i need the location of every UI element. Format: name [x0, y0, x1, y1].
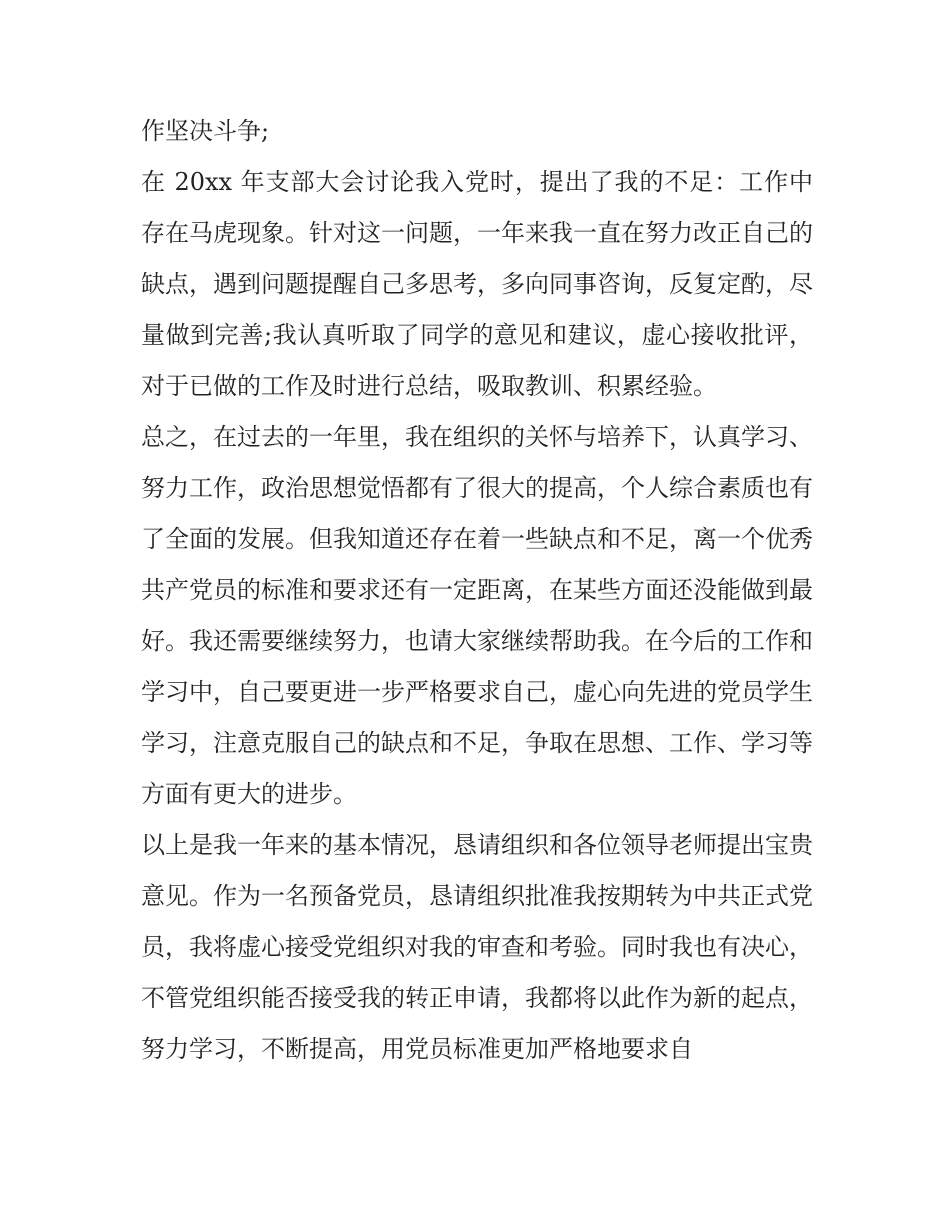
paragraph-continuation: 作坚决斗争; — [141, 117, 270, 145]
paragraph-conclusion: 以上是我一年来的基本情况，恳请组织和各位领导老师提出宝贵意见。作为一名预备党员，恳请组织批准我按期转为中共正式党员，我将虚心接受党组织对我的审查和考验。同时我也有决心，不管党组织能否接受我的转正申请，我都将以此作为新的起点，努力学习，不断提高，用党员标准更加严格地要求自 — [141, 831, 813, 1063]
paragraph-shortcomings: 在 20xx 年支部大会讨论我入党时，提出了我的不足：工作中存在马虎现象。针对这一问题，一年来我一直在努力改正自己的缺点，遇到问题提醒自己多思考，多向同事咨询，反复定酌，尽量做到完善;我认真听取了同学的意见和建议，虚心接收批评，对于已做的工作及时进行总结，吸取教训、积累经验。 — [141, 168, 813, 400]
document-body — [141, 106, 813, 1075]
paragraph-summary: 总之，在过去的一年里，我在组织的关怀与培养下，认真学习、努力工作，政治思想觉悟都有了很大的提高，个人综合素质也有了全面的发展。但我知道还存在着一些缺点和不足，离一个优秀共产党员的标准和要求还有一定距离，在某些方面还没能做到最好。我还需要继续努力，也请大家继续帮助我。在今后的工作和学习中，自己要更进一步严格要求自己，虚心向先进的党员学生学习，注意克服自己的缺点和不足，争取在思想、工作、学习等方面有更大的进步。 — [141, 423, 813, 808]
